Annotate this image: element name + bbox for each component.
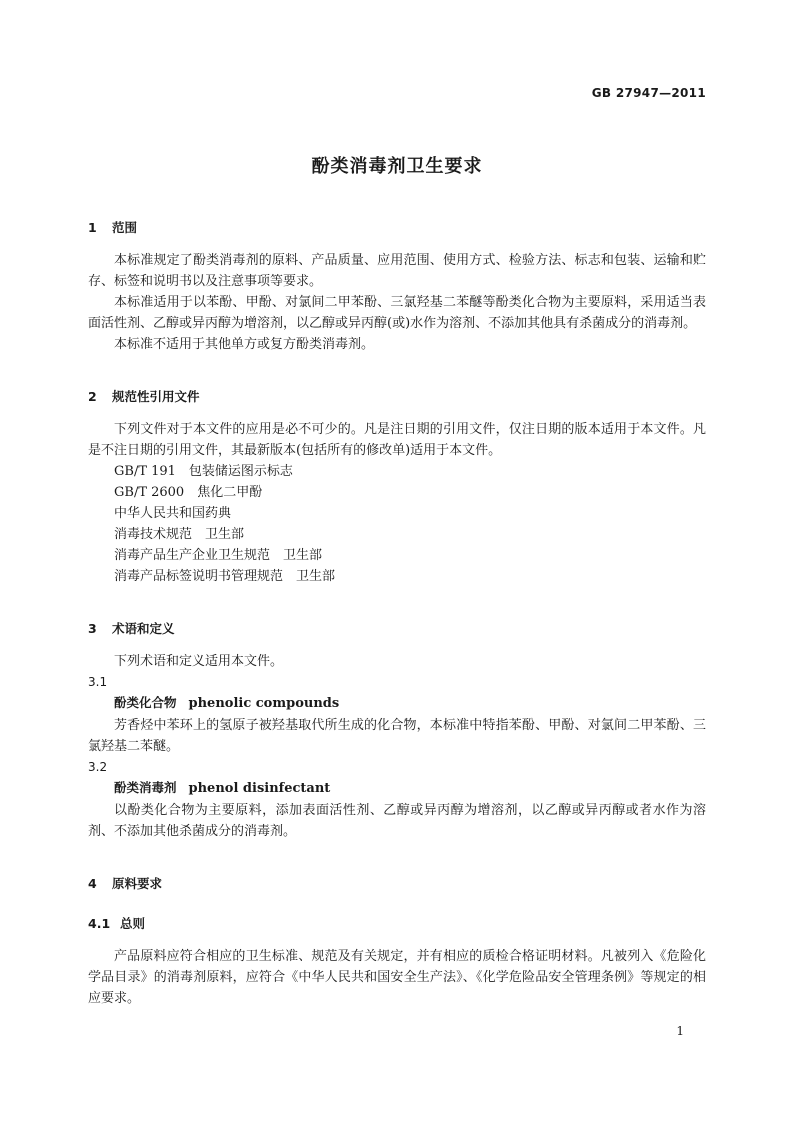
term-definition: 芳香烃中苯环上的氢原子被羟基取代所生成的化合物，本标准中特指苯酚、甲酚、对氯间二甲苯酚、三氯羟基二苯醚。 bbox=[88, 718, 706, 754]
section-number: 4 bbox=[88, 876, 97, 891]
term-english: phenol disinfectant bbox=[188, 781, 331, 796]
reference-item: 消毒产品生产企业卫生规范 卫生部 bbox=[114, 548, 323, 563]
section-number: 3 bbox=[88, 621, 97, 636]
reference-item: GB/T 2600 焦化二甲酚 bbox=[114, 485, 263, 500]
paragraph: 下列术语和定义适用本文件。 bbox=[114, 654, 284, 669]
subsection-title: 总则 bbox=[120, 916, 146, 931]
section-4-heading bbox=[88, 874, 706, 894]
paragraph: 下列文件对于本文件的应用是必不可少的。凡是注日期的引用文件，仅注日期的版本适用于本文件。凡是不注日期的引用文件，其最新版本(包括所有的修改单)适用于本文件。 bbox=[88, 422, 706, 458]
document-title: 酚类消毒剂卫生要求 bbox=[311, 156, 483, 177]
page-number: 1 bbox=[676, 1024, 684, 1038]
standard-number: GB 27947—2011 bbox=[591, 86, 706, 100]
paragraph: 本标准不适用于其他单方或复方酚类消毒剂。 bbox=[114, 337, 375, 352]
document-body bbox=[88, 218, 706, 1009]
section-2-heading bbox=[88, 387, 706, 407]
section-number: 2 bbox=[88, 389, 97, 404]
term-number: 3.2 bbox=[88, 760, 108, 774]
section-title: 术语和定义 bbox=[112, 621, 175, 636]
section-title: 规范性引用文件 bbox=[112, 389, 200, 404]
section-3-heading bbox=[88, 619, 706, 639]
reference-item: 消毒产品标签说明书管理规范 卫生部 bbox=[114, 569, 336, 584]
term-chinese: 酚类化合物 bbox=[114, 695, 177, 710]
subsection-number: 4.1 bbox=[88, 916, 111, 931]
paragraph: 本标准适用于以苯酚、甲酚、对氯间二甲苯酚、三氯羟基二苯醚等酚类化合物为主要原料，采用适当表面活性剂、乙醇或异丙醇为增溶剂，以乙醇或异丙醇(或)水作为溶剂、不添加其他具有杀菌成分的消毒剂。 bbox=[88, 295, 706, 331]
section-1-heading bbox=[88, 218, 706, 238]
term-english: phenolic compounds bbox=[188, 696, 340, 711]
paragraph: 本标准规定了酚类消毒剂的原料、产品质量、应用范围、使用方式、检验方法、标志和包装、运输和贮存、标签和说明书以及注意事项等要求。 bbox=[88, 253, 706, 289]
term-name bbox=[88, 692, 706, 715]
section-title: 范围 bbox=[112, 220, 138, 235]
section-number: 1 bbox=[88, 220, 97, 235]
term-number: 3.1 bbox=[88, 675, 108, 689]
term-name bbox=[88, 777, 706, 800]
reference-item: 消毒技术规范 卫生部 bbox=[114, 527, 245, 542]
term-definition: 以酚类化合物为主要原料，添加表面活性剂、乙醇或异丙醇为增溶剂，以乙醇或异丙醇或者水作为溶剂、不添加其他杀菌成分的消毒剂。 bbox=[88, 803, 706, 839]
reference-item: 中华人民共和国药典 bbox=[114, 506, 232, 521]
paragraph: 产品原料应符合相应的卫生标准、规范及有关规定，并有相应的质检合格证明材料。凡被列入《危险化学品目录》的消毒剂原料，应符合《中华人民共和国安全生产法》、《化学危险品安全管理条例》等规定的相应要求。 bbox=[88, 949, 706, 1006]
reference-item: GB/T 191 包装储运图示标志 bbox=[114, 464, 293, 479]
term-chinese: 酚类消毒剂 bbox=[114, 780, 177, 795]
section-title: 原料要求 bbox=[112, 876, 163, 891]
subsection-4-1-heading bbox=[88, 914, 706, 934]
